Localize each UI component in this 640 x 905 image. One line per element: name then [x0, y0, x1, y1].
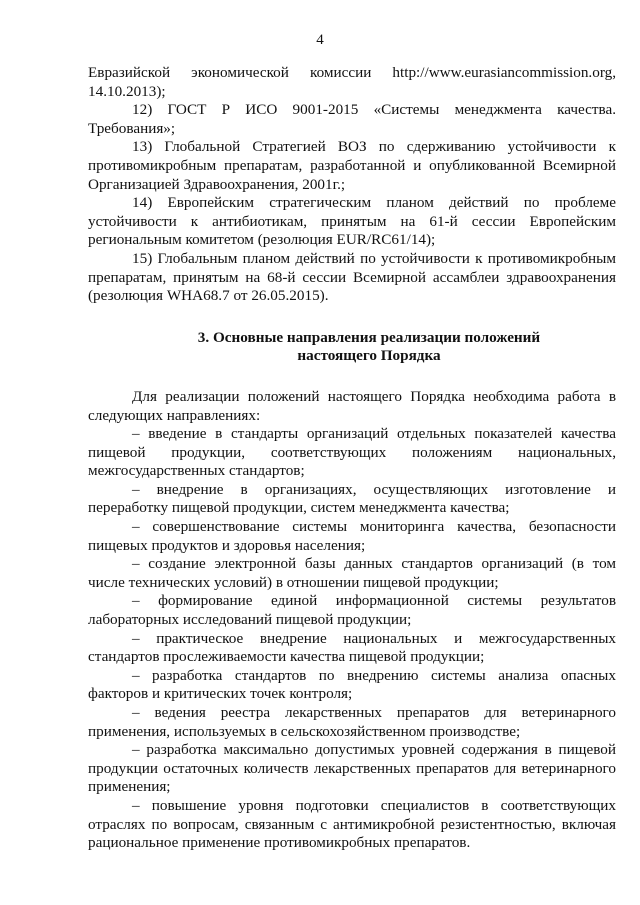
list-item: – разработка стандартов по внедрению системы анализа опасных факторов и критических точек контроля;	[88, 666, 616, 703]
document-body	[88, 64, 616, 853]
section-heading-line: 3. Основные направления реализации положений	[197, 328, 541, 346]
section-intro: Для реализации положений настоящего Порядка необходима работа в следующих направлениях:	[88, 387, 616, 424]
reference-item: 13) Глобальной Стратегией ВОЗ по сдерживанию устойчивости к противомикробным препаратам, разработанной и опубликованной Всемирной Организацией Здравоохранения, 2001г.;	[88, 138, 616, 193]
list-item: – повышение уровня подготовки специалистов в соответствующих отраслях по вопросам, связанным с антимикробной резистентностью, включая рациональное применение противомикробных препаратов.	[88, 796, 616, 852]
reference-item: 12) ГОСТ Р ИСО 9001-2015 «Системы менеджмента качества. Требования»;	[88, 101, 616, 137]
list-item: – введение в стандарты организаций отдельных показателей качества пищевой продукции, соответствующих положениям национальных, межгосударственных стандартов;	[88, 425, 616, 480]
list-item: – разработка максимально допустимых уровней содержания в пищевой продукции остаточных количеств лекарственных препаратов для ветеринарного применения;	[88, 741, 616, 796]
list-item: – практическое внедрение национальных и межгосударственных стандартов прослеживаемости качества пищевой продукции;	[88, 629, 616, 666]
list-item: – внедрение в организациях, осуществляющих изготовление и переработку пищевой продукции, систем менеджмента качества;	[88, 480, 616, 517]
section-heading-line: настоящего Порядка	[297, 347, 441, 365]
reference-item: Евразийской экономической комиссии http://www.eurasiancommission.org, 14.10.2013);	[88, 64, 616, 100]
reference-item: 14) Европейским стратегическим планом действий по проблеме устойчивости к антибиотикам, принятым на 61-й сессии Европейским региональным комитетом (резолюция EUR/RC61/14);	[88, 194, 616, 249]
list-item: – формирование единой информационной системы результатов лабораторных исследований пищевой продукции;	[88, 592, 616, 629]
list-item: – создание электронной базы данных стандартов организаций (в том числе технических условий) в отношении пищевой продукции;	[88, 555, 616, 591]
page-number: 4	[316, 32, 324, 48]
list-item: – ведения реестра лекарственных препаратов для ветеринарного применения, используемых в сельскохозяйственном производстве;	[88, 704, 616, 740]
section-heading	[88, 329, 616, 366]
reference-item: 15) Глобальным планом действий по устойчивости к противомикробным препаратам, принятым на 68-й сессии Всемирной ассамблеи здравоохранения (резолюция WHA68.7 от 26.05.2015).	[88, 249, 616, 305]
list-item: – совершенствование системы мониторинга качества, безопасности пищевых продуктов и здоровья населения;	[88, 518, 616, 554]
